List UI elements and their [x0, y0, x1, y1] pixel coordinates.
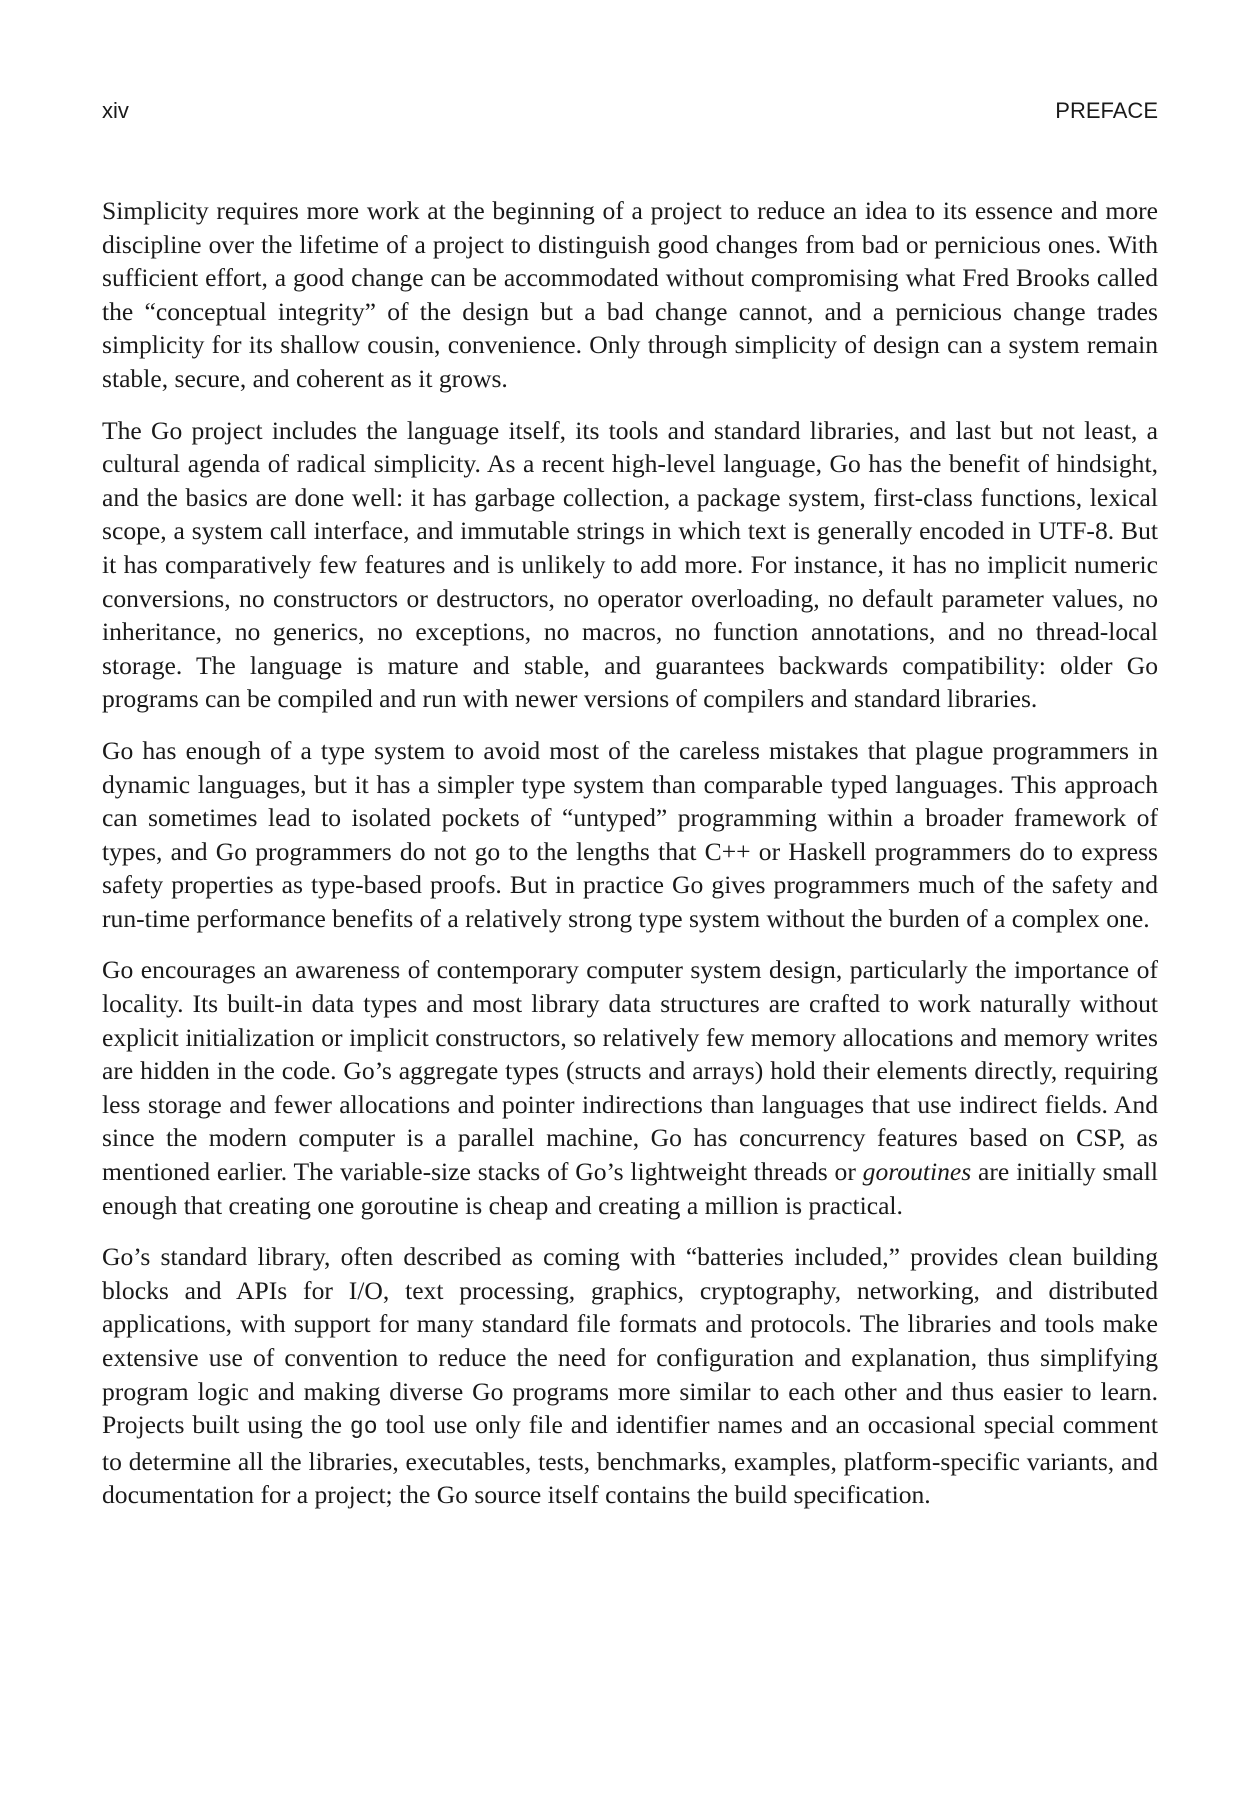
paragraph-simplicity: Simplicity requires more work at the beginning of a project to reduce an idea to its essence and more discipline over the lifetime of a project to distinguish good changes from bad or pernicious ones. With sufficient effort, a good change can be accommodated without compromising what Fred Brooks called the “conceptual integrity” of the design but a bad change cannot, and a pernicious change trades simplicity for its shallow cousin, convenience. Only through simplicity of design can a system remain stable, secure, and coherent as it grows. [102, 196, 1158, 393]
paragraph-type-system: Go has enough of a type system to avoid most of the careless mistakes that plague programmers in dynamic languages, but it has a simpler type system than comparable typed languages. This approach can sometimes lead to isolated pockets of “untyped” programming within a broader framework of types, and Go programmers do not go to the lengths that C++ or Haskell programmers do to express safety properties as type-based proofs. But in practice Go gives programmers much of the safety and run-time performance benefits of a relatively strong type system without the burden of a complex one. [102, 735, 1158, 933]
paragraph-go-project: The Go project includes the language itself, its tools and standard libraries, and last but not least, a cultural agenda of radical simplicity. As a recent high-level language, Go has the benefit of hindsight, and the basics are done well: it has garbage collection, a package system, first-class functions, lexical scope, a system call interface, and immutable strings in which text is generally encoded in UTF-8. But it has comparatively few features and is unlikely to add more. For instance, it has no implicit numeric conversions, no constructors or destructors, no operator overloading, no default parameter values, no inheritance, no generics, no exceptions, no macros, no function annotations, and no thread-local storage. The language is mature and stable, and guarantees backwards compatibility: older Go programs can be compiled and run with newer versions of compilers and standard libraries. [102, 415, 1158, 714]
goroutines-term: goroutines [862, 1157, 972, 1187]
paragraph-library-text-end: tool use only file and identifier names and an occasional special comment to determine all the libraries, executables, tests, benchmarks, examples, platform-specific variants, and documentation for a project; the Go source itself contains the build specification. [102, 1410, 1158, 1510]
paragraph-locality-text-end: are initially small enough that creating one goroutine is cheap and creating a million is practical. [102, 1157, 1158, 1220]
paragraph-standard-library [102, 1240, 1158, 1512]
body-text [102, 194, 1158, 1530]
section-title: PREFACE [1055, 98, 1158, 123]
paragraph-library-text: Go’s standard library, often described as coming with “batteries included,” provides clean building blocks and APIs for I/O, text processing, graphics, cryptography, networking, and distributed applications, with support for many standard file formats and protocols. The libraries and tools make extensive use of convention to reduce the need for configuration and explanation, thus simplifying program logic and making diverse Go programs more similar to each other and thus easier to learn. Projects built using the [102, 1242, 1158, 1440]
page-number: xiv [102, 98, 129, 123]
paragraph-locality [102, 953, 1158, 1222]
go-tool-code: go [349, 1414, 378, 1441]
paragraph-locality-text: Go encourages an awareness of contemporary computer system design, particularly the importance of locality. Its built-in data types and most library data structures are crafted to work naturally without explicit initialization or implicit constructors, so relatively few memory allocations and memory writes are hidden in the code. Go’s aggregate types (structs and arrays) hold their elements directly, requiring less storage and fewer allocations and pointer indirections than languages that use indirect fields. And since the modern computer is a parallel machine, Go has concurrency features based on CSP, as mentioned earlier. The variable-size stacks of Go’s lightweight threads or [102, 955, 1158, 1187]
running-head [102, 98, 1158, 128]
